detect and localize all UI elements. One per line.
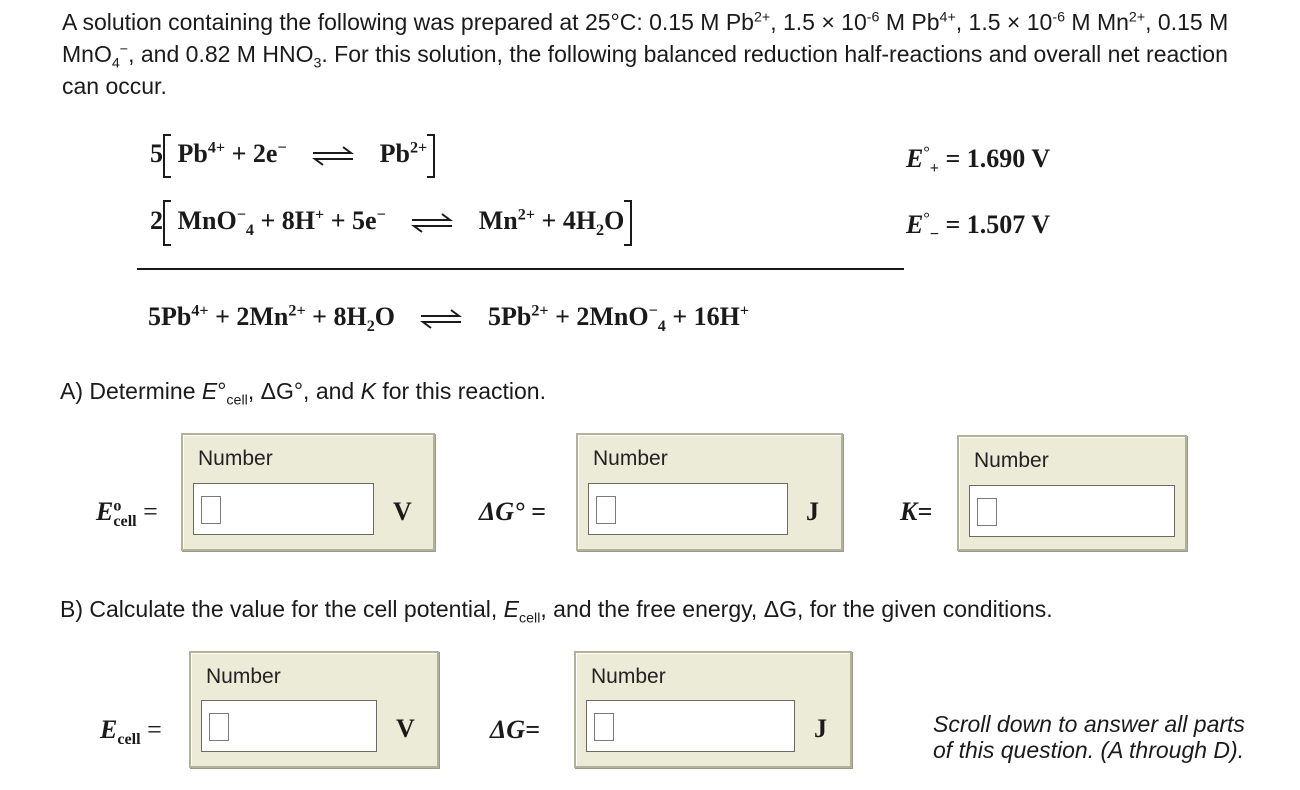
half-reaction-1: 5 $Pb^{4+} + 2e^-$ $Pb^{2+}$ <box>150 134 435 178</box>
ecell-answer-box <box>189 651 439 768</box>
box-title: Number <box>974 449 1049 472</box>
equilibrium-arrow-icon <box>410 213 454 233</box>
e-minus-value: $E^\circ_- = 1.507$ V <box>906 210 1051 244</box>
e-plus-value: $E^\circ_+ = 1.690$ V <box>906 144 1051 178</box>
reaction-divider <box>137 268 904 270</box>
unit-label: V <box>396 714 415 743</box>
part-a-question: A) Determine $E^\circ_{cell}$, ΔG°, and K for this reaction. <box>60 378 546 409</box>
part-b-question: B) Calculate the value for the cell potential, $E_{cell}$, and the free energy, ΔG, for the given conditions. <box>60 596 1053 627</box>
ecell-standard-answer-box <box>181 433 435 551</box>
ecell-standard-label: $E^o_{cell}$ = <box>96 497 158 531</box>
box-title: Number <box>198 447 273 470</box>
delta-g-standard-input[interactable] <box>588 483 788 535</box>
ecell-standard-input[interactable] <box>193 483 374 535</box>
delta-g-standard-label: ΔG° = <box>479 497 546 526</box>
delta-g-answer-box <box>574 651 852 768</box>
k-answer-box <box>957 435 1187 551</box>
delta-g-label: ΔG= <box>490 715 540 744</box>
equilibrium-arrow-icon <box>419 309 463 329</box>
unit-label: V <box>393 497 412 526</box>
bracket-left <box>163 134 171 178</box>
delta-g-input[interactable] <box>586 700 795 752</box>
ecell-input[interactable] <box>201 700 377 752</box>
ecell-label: $E_{cell}$ = <box>100 715 162 749</box>
unit-label: J <box>806 497 819 526</box>
box-title: Number <box>206 665 281 688</box>
box-title: Number <box>593 447 668 470</box>
question-intro: A solution containing the following was prepared at 25°C: 0.15 M $Pb^{2+}$, $1.5 \times 10^{-6}$ M $Pb^{4+}$, $1.5 \times 10^{-6}$ M $Mn^{2+}$, 0.15 M MnO$_4$−, and 0.82 M $HNO_3$. For this solution, the following balanced reduction half-reactions and overall net reaction can occur. <box>62 9 1229 99</box>
bracket-right <box>624 200 632 246</box>
bracket-right <box>427 134 435 178</box>
net-reaction: $5Pb^{4+} + 2Mn^{2+} + 8H_2O$ $5Pb^{2+} + 2MnO^-_4 + 16H^+$ <box>148 302 750 336</box>
bracket-left <box>163 200 171 246</box>
delta-g-standard-answer-box <box>576 433 843 551</box>
box-title: Number <box>591 665 666 688</box>
unit-label: J <box>814 714 827 743</box>
half-reaction-2: 2 MnO−$_4$ + 8H+ + 5e− $Mn^{2+} + 4H_2O$ <box>150 200 632 246</box>
equilibrium-arrow-icon <box>311 146 355 166</box>
k-label: K= <box>900 497 933 526</box>
k-input[interactable] <box>969 485 1175 537</box>
scroll-note: Scroll down to answer all parts of this question. (A through D). <box>933 711 1245 763</box>
